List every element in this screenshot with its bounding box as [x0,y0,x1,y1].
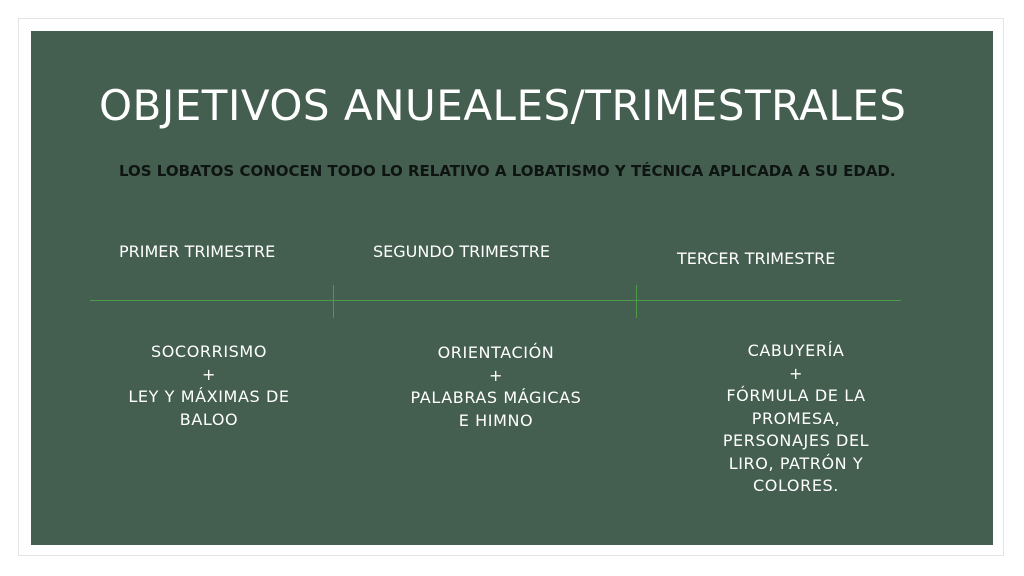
content-line: + [788,363,803,383]
slide [31,31,993,545]
content-line: ORIENTACIÓN [437,343,555,362]
trimester-label-3: TERCER TRIMESTRE [677,249,836,268]
content-line: PROMESA, [751,408,841,428]
content-line: PERSONAJES DEL [722,431,870,450]
slide-title: OBJETIVOS ANUEALES/TRIMESTRALES [99,81,907,130]
slide-subtitle: LOS LOBATOS CONOCEN TODO LO RELATIVO A LOBATISMO Y TÉCNICA APLICADA A SU EDAD. [119,162,896,180]
content-line: COLORES. [753,476,839,495]
trimester-label-2: SEGUNDO TRIMESTRE [373,242,551,261]
content-line: + [201,364,216,384]
trimester-content-1 [109,341,309,431]
trimester-content-3 [707,340,885,498]
timeline-divider-1 [333,285,334,318]
content-line: E HIMNO [458,410,534,430]
trimester-content-2 [391,342,601,432]
content-line: LEY Y MÁXIMAS DE [128,387,290,406]
content-line: BALOO [179,409,239,429]
timeline-divider-2 [636,285,637,318]
content-line: + [488,365,503,385]
content-line: FÓRMULA DE LA [726,386,866,405]
timeline-line [90,300,901,301]
content-line: PALABRAS MÁGICAS [410,388,582,407]
content-line: CABUYERÍA [747,341,845,360]
trimester-label-1: PRIMER TRIMESTRE [119,242,276,261]
content-line: LIRO, PATRÓN Y [728,453,864,473]
content-line: SOCORRISMO [150,342,268,361]
